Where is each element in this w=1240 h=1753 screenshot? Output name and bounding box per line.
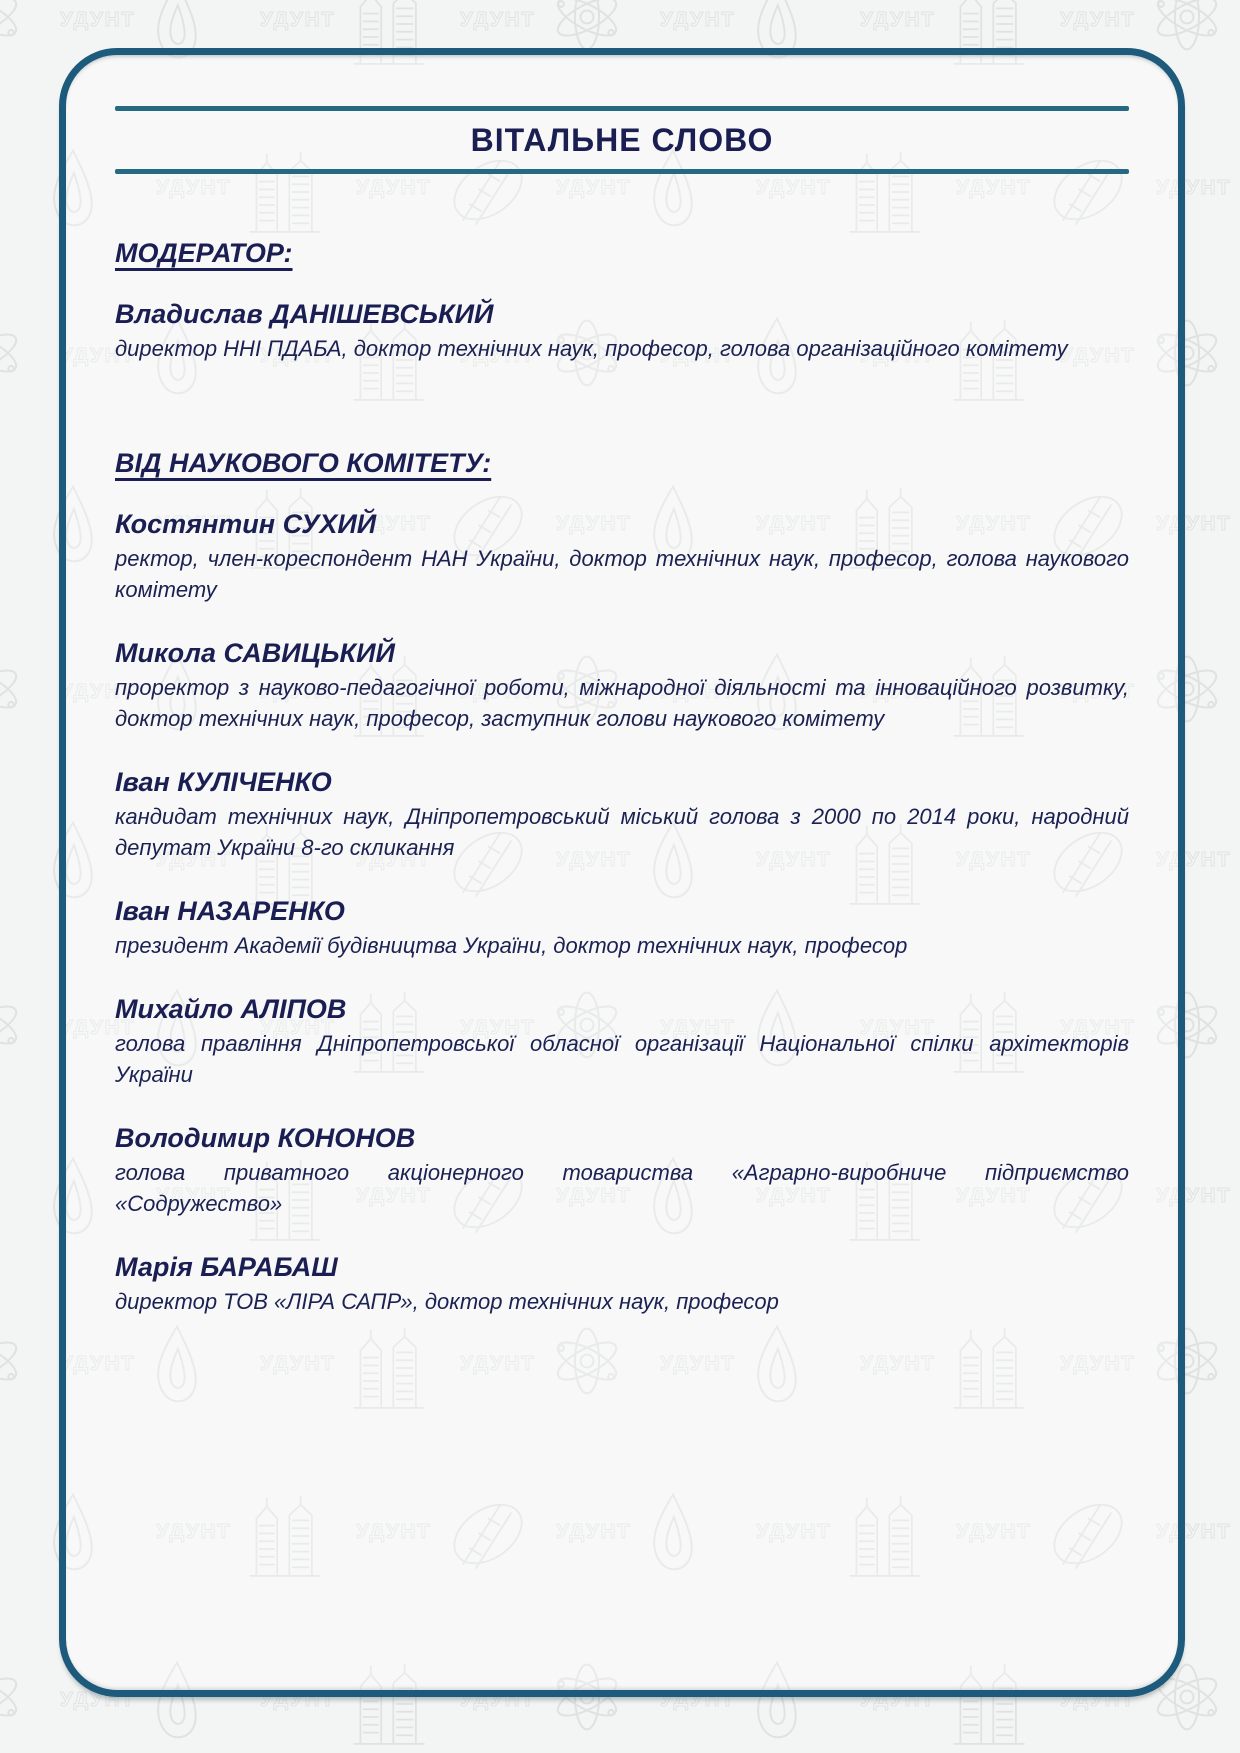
atom-icon: [553, 0, 621, 49]
person-name: Марія БАРАБАШ: [115, 1252, 338, 1282]
person-entry: [115, 508, 1129, 605]
person-name: Михайло АЛІПОВ: [115, 994, 347, 1024]
person-entry: [115, 1251, 1129, 1317]
section-moderator: [115, 237, 1129, 364]
person-name: Володимир КОНОНОВ: [115, 1123, 416, 1153]
udunt-watermark: [60, 8, 135, 31]
title-rule-bottom: [115, 169, 1129, 174]
person-role: проректор з науково-педагогічної роботи, міжнародної діяльності та інноваційного розвитку, доктор технічних наук, професор, заступник голови наукового комітету: [115, 675, 1129, 731]
atom-icon: [0, 657, 21, 722]
atom-icon: [0, 1329, 21, 1394]
person-entry: [115, 993, 1129, 1090]
person-role: кандидат технічних наук, Дніпропетровський міський голова з 2000 по 2014 роки, народний депутат України 8-го скликання: [115, 804, 1129, 860]
atom-icon: [0, 1665, 21, 1730]
udunt-watermark: [860, 8, 935, 31]
person-role: директор ТОВ «ЛІРА САПР», доктор технічних наук, професор: [115, 1289, 779, 1314]
person-role: голова приватного акціонерного товариства «Аграрно-виробниче підприємство «Содружество»: [115, 1160, 1129, 1216]
section-heading: МОДЕРАТОР:: [115, 238, 293, 268]
section-heading: ВІД НАУКОВОГО КОМІТЕТУ:: [115, 448, 492, 478]
atom-icon: [1153, 0, 1221, 49]
atom-icon: [0, 0, 21, 49]
person-entry: [115, 766, 1129, 863]
person-entry: [115, 637, 1129, 734]
udunt-watermark: [660, 8, 735, 31]
page-header: [115, 106, 1129, 174]
atom-icon: [0, 321, 21, 386]
person-name: Костянтин СУХИЙ: [115, 509, 377, 539]
person-entry: [115, 895, 1129, 961]
person-role: голова правління Дніпропетровської обласної організації Національної спілки архітекторів України: [115, 1031, 1129, 1087]
content-frame: [59, 48, 1185, 1697]
udunt-watermark: [1060, 8, 1135, 31]
person-name: Микола САВИЦЬКИЙ: [115, 638, 395, 668]
person-role: ректор, член-кореспондент НАН України, доктор технічних наук, професор, голова наукового комітету: [115, 546, 1129, 602]
person-role: директор ННІ ПДАБА, доктор технічних наук, професор, голова організаційного комітету: [115, 336, 1068, 361]
person-name: Іван КУЛІЧЕНКО: [115, 767, 332, 797]
udunt-watermark: [460, 8, 535, 31]
person-entry: [115, 298, 1129, 364]
person-name: Іван НАЗАРЕНКО: [115, 896, 345, 926]
person-role: президент Академії будівництва України, доктор технічних наук, професор: [115, 933, 908, 958]
page-title: ВІТАЛЬНЕ СЛОВО: [470, 122, 774, 158]
person-entry: [115, 1122, 1129, 1219]
person-name: Владислав ДАНІШЕВСЬКИЙ: [115, 299, 494, 329]
section-scientific-committee: [115, 447, 1129, 1317]
udunt-watermark: [260, 8, 335, 31]
sections-container: [115, 237, 1129, 1317]
atom-icon: [0, 993, 21, 1058]
